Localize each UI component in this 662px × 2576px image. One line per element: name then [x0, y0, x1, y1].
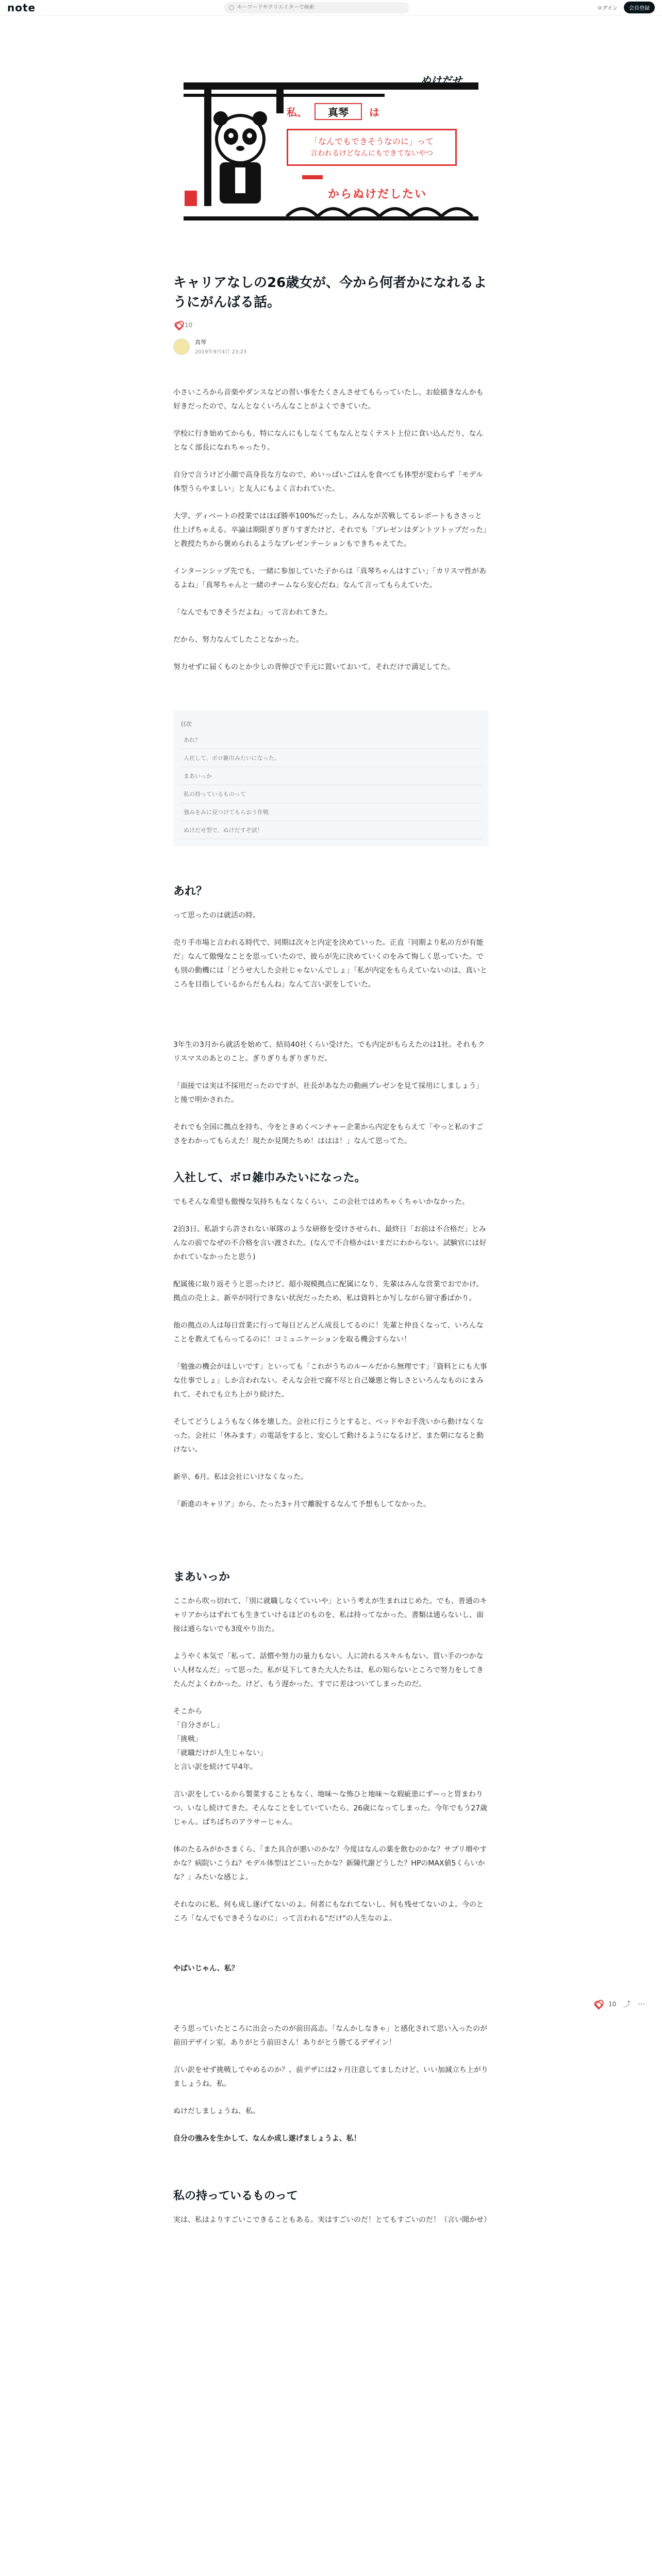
floating-like-count: 10 [608, 2001, 617, 2008]
hero-name-box: 真琴 [315, 103, 362, 120]
paragraph: 「なんでもできそうだよね」って言われてきた。 [173, 608, 332, 617]
hero-ha: は [369, 106, 379, 118]
paragraph: 「面接では実は不採用だったのですが、社長があなたの動画プレゼンを見て採用にしましょう」と後で明かされた。 [173, 1082, 484, 1104]
paragraph: インターンシップ先でも、一緒に参加していた子からは「真琴ちゃんはすごい」「カリスマ性があるよね」「真琴ちゃんと一緒のチームなら安心だね」なんて言ってもらえていた。 [173, 567, 486, 589]
floating-actions [593, 1999, 645, 2009]
author-block[interactable] [173, 338, 489, 355]
paragraph: ようやく本気で「私って、話慣や努力の量力もない。人に誇れるスキルもない。買い手のつかない人材なんだ」って思った。私が見下してきた大人たちは、私の知らないところで努力をしてきたんだよくわかった。けど、もう遅かった。すでに差はついてしまったのだ。 [173, 1652, 484, 1688]
paragraph: って思ったのは就活の時。 [173, 911, 260, 920]
paragraph: ここから吹っ切れて、「別に就職しなくていいや」という考えが生まれはじめた。でも、普通のキャリアからはずれても生きていけるほどのものを、私は持ってなかった。書類は通らないし、面接は通らないでも3度やり出た。 [173, 1597, 487, 1633]
site-header [0, 0, 662, 15]
paragraph: 小さいころから音楽やダンスなどの習い事をたくさんさせてもらっていたし、お絵描きなんかも好きだったので、なんとなくいろんなことがよくできていた。 [173, 388, 484, 411]
section-heading: 入社して、ボロ雑巾みたいになった。 [173, 1172, 366, 1184]
post-date: 2019年9月4日 23:23 [195, 349, 247, 355]
article [173, 15, 489, 2227]
paragraph: 2泊3日、私語すら許されない軍隊のような研修を受けさせられ、最終日「お前は不合格だ」とみんなの前でなぜの不合格を言い渡された。(なんで不合格かはいまだにわからない。試験官には好かれていなかったと思う) [173, 1225, 487, 1261]
paragraph: 3年生の3月から就活を始めて、結局40社くらい受けた。でも内定がもらえたのは1社。それもクリスマスのあとのこと。ぎりぎりもぎりぎりだ。 [173, 1041, 485, 1063]
avatar[interactable] [173, 338, 190, 355]
toc-item[interactable]: まあいっか [180, 767, 482, 785]
paragraph: それなのに私、何も成し遂げてないのよ。何者にもなれてないし、何も残せてないのよ。今のところ「なんでもできそうなのに」って言われる"だけ"の人生なのよ。 [173, 1901, 484, 1923]
hero-line1: 「なんでもできそうなのに」って [309, 137, 434, 146]
paragraph: 言い訳をしているから製菜することもなく、地味〜な怖ひと地味〜な瑕疵患にずーっと胃まわりつ、いなし続けてきた。そんなことをしていていたら、26歳になってしまった。今年でもう27歳じゃん。ぱちぱちのアラサーじゃん。 [173, 1790, 488, 1826]
toc-item[interactable]: あれ？ [180, 731, 482, 749]
article-title: キャリアなしの26歳女が、今から何者かになれるようにがんばる話。 [173, 275, 487, 310]
paragraph: そう思っていたところに出会ったのが前田高志。「なんかしなきゃ」と感化されて思い入ったのが前田デザイン室。ありがとう前田さん！ありがとう勝てるデザイン！ [173, 2025, 487, 2047]
signup-button[interactable]: 会員登録 [624, 2, 655, 13]
paragraph: 実は、私はよりすごいこできることもある。実はすごいのだ！とてもすごいのだ！（言い聞かせ） [173, 2216, 491, 2224]
paragraph: そこから 「自分さがし」 「挑戦」 「就職だけが人生じゃない」 と言い訳を続けて早4年。 [173, 1707, 267, 1771]
paragraph: 体のたるみがかさまくら、「また具合が悪いのかな？今度はなんの薬を飲むのかな？サプリ増やすかな？病院いこうね？モデル体型はどこいったかな？新陳代謝どうした？HPのMAX値5くらいかな？」みたいな感じよ。 [173, 1845, 487, 1882]
article-body [173, 386, 489, 2227]
hero-name-line [287, 103, 379, 120]
hero-quote-box [287, 129, 457, 166]
more-icon[interactable]: ⋯ [638, 2000, 646, 2008]
hero-image [173, 62, 489, 237]
search-input[interactable] [237, 5, 402, 10]
toc-item[interactable]: 強みをみに見つけてもらおう作戦 [180, 803, 482, 821]
paragraph: 売り手市場と言われる時代で、同期は次々と内定を決めていった。正直「同期より私の方が有能だ」なんて傲慢なことを思っていたので、彼らが先に決めていくのをみて悔しく思っていた。でも別の動機には「どうせ大した会社じゃないんでしょ」「私が内定をもらえていないのは、真いところを目指しているからだもんね」なんて言い訳をしていた。 [173, 939, 487, 989]
paragraph: 新卒、6月。私は会社にいけなくなった。 [173, 1473, 308, 1481]
paragraph: 努力せずに届くものとか少しの背伸びで手元に置いておいて、それだけで満足してた。 [173, 663, 455, 671]
hero-line2: 言われるけどなんにもできてないやつ [310, 149, 433, 158]
paragraph: でもそんな希望も傲慢な気持ちもなくなくらい、この会社ではめちゃくちゃいかなかった。 [173, 1198, 469, 1206]
toc-item[interactable]: ぬけだせ型で、ぬけだすぞ試！ [180, 821, 482, 839]
author-name[interactable]: 真琴 [195, 339, 206, 346]
like-count[interactable] [173, 321, 489, 329]
paragraph: 自分で言うけど小顔で高身長な方なので、めいっぱいごはんを食べても体型が変わらず「モデル体型うらやましい」と友人にもよく言われていた。 [173, 471, 484, 493]
bold-paragraph: 自分の強みを生かして、なんか成し遂げましょうよ、私！ [173, 2134, 361, 2143]
paragraph: ぬけだしましょうね、私。 [173, 2107, 260, 2115]
hero-bottom-text: からぬけだしたい [328, 188, 427, 201]
paragraph: だから、努力なんてしたことなかった。 [173, 636, 303, 644]
like-count-value: 10 [185, 321, 193, 329]
paragraph: 言い訳をせず挑戦してやめるのか？、前デザには2ヶ月注意してましたけど、いい加減立ち上がりましょうね、私。 [173, 2066, 488, 2088]
note-logo[interactable]: note [7, 1, 36, 14]
login-link[interactable]: ログイン [597, 6, 618, 11]
paragraph: 配属後に取り返そうと思ったけど、超小規模拠点に配属になり、先輩はみんな営業でおでかけ。拠点の売上よ、新卒が同行できない状況だったため、私は資料とか写しながら留守番ばかり。 [173, 1280, 484, 1302]
heart-icon[interactable] [173, 321, 181, 329]
paragraph: 「勉強の機会がほしいです」といっても「これがうちのルールだから無理です」「資料とにも大事な仕事でしょ」しか言われない。そんな会社で腐不尽と自己嫌悪と悔しさといろんなものにまみれて、それでも立ち上がり続けた。 [173, 1363, 487, 1399]
paragraph: それでも全国に拠点を持ち、今をときめくベンチャー企業から内定をもらえて「やっと私のすごさをわかってもらえた！現たか見関たちめ！ははは！」なんて思ってた。 [173, 1123, 484, 1145]
section-heading: まあいっか [173, 1571, 230, 1584]
paragraph: 大学、ディベートの授業ではほぼ勝率100%だったし、みんなが苦戦してるレポートもささっと仕上げちゃえる。卒論は期限ぎりぎりすぎたけど、それでも「プレゼンはダントツトップだった」と教授たちから褒められるようなプレゼンテーションもできちゃえてた。 [173, 512, 487, 548]
hero-brand: ぬけだせ [421, 74, 462, 87]
share-icon[interactable]: ⤴ [623, 2001, 631, 2009]
bold-paragraph: やばいじゃん、私？ [173, 1964, 239, 1973]
section-heading: あれ？ [173, 885, 208, 898]
section-heading: 私の持っているものって [173, 2190, 298, 2202]
hero-private: 私、 [287, 106, 307, 118]
table-of-contents [173, 710, 489, 846]
paragraph: 「新進のキャリア」から、たった3ヶ月で離脱するなんて予想もしてなかった。 [173, 1500, 431, 1509]
toc-heading[interactable]: 目次 [180, 721, 192, 727]
toc-item[interactable]: 入社して、ボロ雑巾みたいになった。 [180, 749, 482, 767]
search-bar[interactable] [224, 2, 409, 13]
paragraph: 学校に行き始めてからも、特になんにもしなくてもなんとなくテスト上位に食い込んだり、なんとなく部長になれちゃったり。 [173, 430, 484, 452]
search-icon [229, 5, 234, 10]
heart-icon[interactable] [593, 2001, 601, 2008]
paragraph: そしてどうしようもなく体を壊した。会社に行こうとすると、ベッドやお手洗いから動けなくなった。会社に「休みます」の電話をすると、安心して動けるようになるけど、また朝になると動けない。 [173, 1418, 484, 1454]
paragraph: 他の拠点の人は毎日営業に行って毎日どんどん成長してるのに！先輩と仲良くなって、いろんなことを教えてもらってるのに！コミュニケーションを取る機会すらない！ [173, 1321, 484, 1344]
toc-item[interactable]: 私の持っているものって [180, 785, 482, 803]
